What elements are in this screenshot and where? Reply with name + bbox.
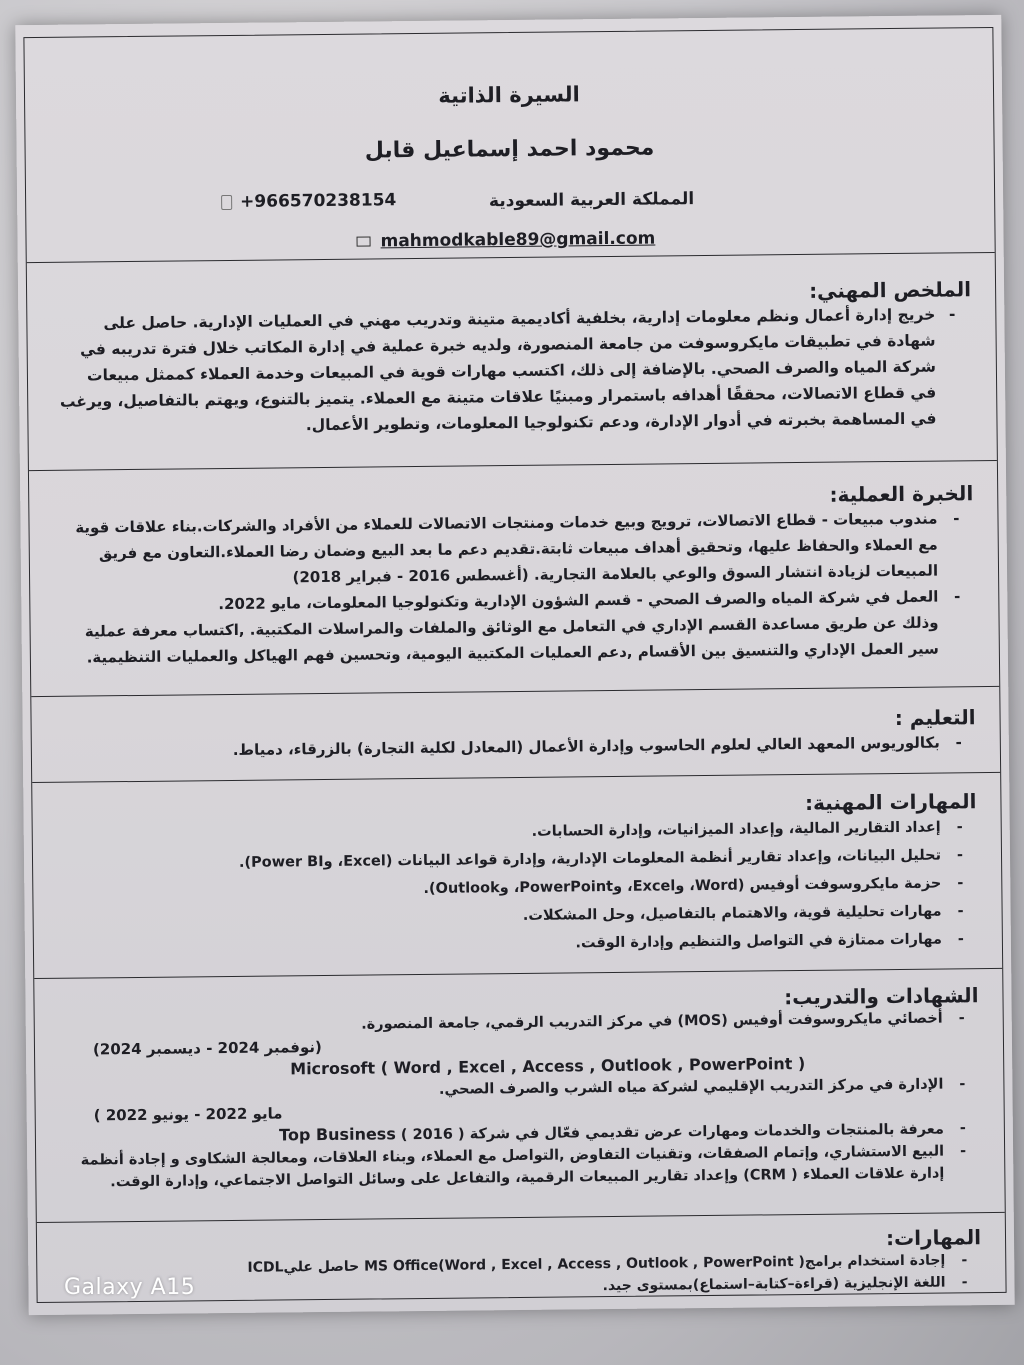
country-text: المملكة العربية السعودية xyxy=(488,189,695,212)
list-item: - حزمة مايكروسوفت أوفيس (Word، وExcel، وPowerPoint، وOutlook). xyxy=(73,870,941,907)
cert3-text: معرفة بالمنتجات والخدمات ومهارات عرض تقديمي فعّال في شركة xyxy=(469,1121,944,1143)
professional-skills-title: المهارات المهنية: xyxy=(804,789,977,815)
professional-skills-section xyxy=(32,773,1002,979)
list-item: - مهارات ممتازة في التواصل والتنظيم وإدارة الوقت. xyxy=(74,926,942,963)
cert3-period: ( 2016 ) xyxy=(400,1126,465,1144)
list-item: - مهارات تحليلية قوية، والاهتمام بالتفاصيل، وحل المشكلات. xyxy=(74,898,942,935)
phone-number: +966570238154 xyxy=(240,190,397,212)
cert-item: - البيع الاستشاري، وإتمام الصفقات، وتقنيات التفاوض ,التواصل مع العملاء، وبناء العلاقات، ومعالجة الشكاوى و إجادة أنظمة إدارة علاقات العملاء ( CRM) وإعداد تقارير المبيعات الرقمية، والتفاعل على وسائل التواصل الاجتماعي، وإدارة الوقت. xyxy=(76,1141,944,1194)
email-address: mahmodkable89@gmail.com xyxy=(380,228,656,252)
person-name: محمود احمد إسماعيل قابل xyxy=(364,135,655,164)
cv-header xyxy=(24,28,994,263)
certificates-section xyxy=(34,969,1005,1223)
list-item: - إعداد التقارير المالية، وإعداد الميزانيات، وإدارة الحسابات. xyxy=(73,814,941,851)
summary-section xyxy=(27,253,997,471)
experience-section xyxy=(29,461,999,697)
experience-list xyxy=(29,505,998,619)
list-item: - اللغة الإنجليزية (قراءة–كتابة–استماع)بمستوى جيد. xyxy=(77,1272,945,1303)
skills-title: المهارات: xyxy=(885,1225,982,1251)
cv-frame xyxy=(23,27,1006,1303)
cert2-period: ( مايو 2022 - يونيو 2022 xyxy=(93,1104,283,1125)
cert1-text: أخصائي مايكروسوفت أوفيس (MOS) في مركز التدريب الرقمي، جامعة المنصورة. xyxy=(361,1010,943,1033)
education-title: التعليم : xyxy=(894,705,976,731)
email-contact xyxy=(356,229,655,252)
job1-text: مندوب مبيعات - قطاع الاتصالات، ترويج وبيع خدمات ومنتجات الاتصالات للعملاء من الأفراد والشركات.بناء علاقات قوية مع العملاء والحفاظ عليها، وتحقيق أهداف مبيعات ثابتة.تقديم دعم ما بعد البيع وضمان رضا العملاء.التعاون مع فريق المبيعات لزيادة انتشار السوق والوعي بالعلامة التجارية. xyxy=(75,509,939,584)
phone-icon xyxy=(221,194,232,209)
experience-title: الخبرة العملية: xyxy=(829,481,974,507)
cert1-apps: Microsoft ( Word , Excel , Access , Outlook , PowerPoint ) xyxy=(290,1053,806,1079)
summary-title: الملخص المهني: xyxy=(808,277,972,303)
document-title: السيرة الذاتية xyxy=(438,82,580,108)
job2-details: وذلك عن طريق مساعدة القسم الإداري في التعامل مع الوثائق والملفات والمراسلات المكتبية. ,اكتساب معرفة عملية سير العمل الإداري والتنسيق بين الأقسام ,دعم العمليات المكتبية اليومية، وتحسين فهم الهياكل والعمليات التنظيمية. xyxy=(84,613,939,667)
cert-item: - الإدارة في مركز التدريب الإقليمي لشركة مياه الشرب والصرف الصحي. xyxy=(75,1074,943,1105)
envelope-icon xyxy=(357,236,371,246)
certificates-list-3 xyxy=(36,1117,1005,1194)
education-section xyxy=(31,687,1000,783)
phone-contact xyxy=(221,190,396,212)
summary-text: - خريج إدارة أعمال ونظم معلومات إدارية، بخلفية أكاديمية متينة وتدريب مهني في العمليات الإدارية. حاصل على شهادة في تطبيقات مايكروسوفت من جامعة المنصورة، ولديه خبرة عملية في إدارة المكاتب خلال فترة تدريبه في شركة المياه والصرف الصحي. بالإضافة إلى ذلك، اكتسب مهارات قوية في المبيعات وخدمة العملاء كممثل مبيعات في قطاع الاتصالات، محققًا أهدافه باستمرار ومبنيًا علاقات متينة مع العملاء. يتميز بالتنوع، ويهتم بالتفاصيل، ويرغب في المساهمة بخبرته في أدوار الإدارة، ودعم تكنولوجيا المعلومات، وتطوير الأعمال. xyxy=(27,301,996,441)
camera-watermark: Galaxy A15 xyxy=(64,1275,196,1300)
certificates-title: الشهادات والتدريب: xyxy=(784,983,979,1010)
job2-text: العمل في شركة المياه والصرف الصحي - قسم الشؤون الإدارية وتكنولوجيا المعلومات، مايو 2022. xyxy=(218,587,939,614)
professional-skills-list xyxy=(33,813,1002,963)
experience-item xyxy=(69,506,938,593)
cv-paper xyxy=(15,15,1014,1315)
list-item: - تحليل البيانات، وإعداد تقارير أنظمة المعلومات الإدارية، وإدارة قواعد البيانات (Excel، وPower BI). xyxy=(73,842,941,879)
cert3-company: Top Business xyxy=(279,1124,396,1145)
education-item: - بكالوريوس المعهد العالي لعلوم الحاسوب وإدارة الأعمال (المعادل لكلية التجارة) بالزرقاء، دمياط. xyxy=(72,730,940,765)
list-item: - إجادة استخدام برامج( MS Office(Word , Excel , Access , Outlook , PowerPoint حاصل عليICDL xyxy=(77,1250,945,1281)
cert1-period: (نوفمبر 2024 - ديسمبر 2024) xyxy=(92,1038,322,1059)
job1-period: (أغسطس 2016 - فبراير 2018) xyxy=(292,565,529,587)
